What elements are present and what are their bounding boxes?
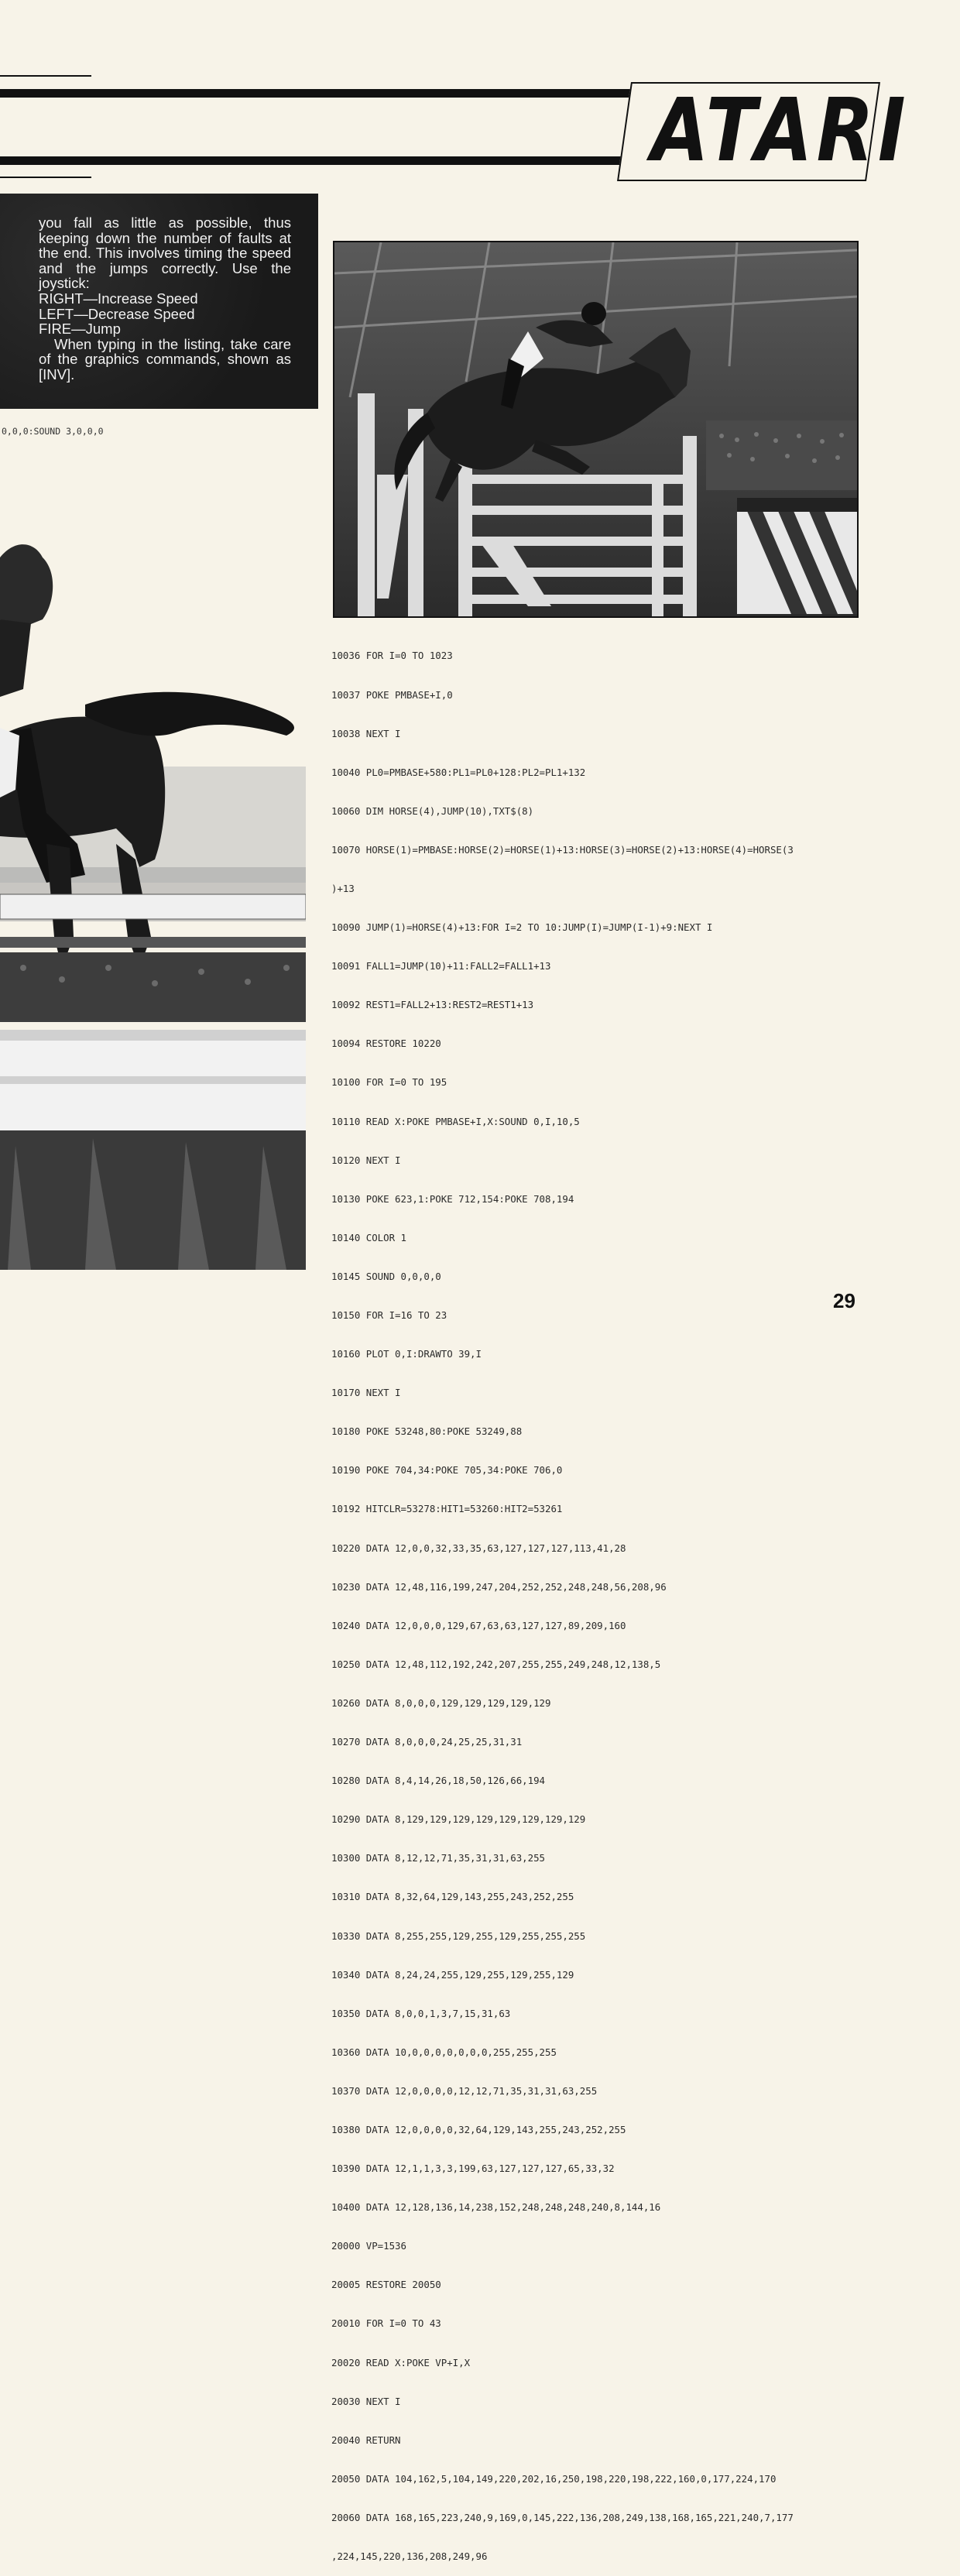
intro-text	[39, 215, 291, 382]
atari-logo: ATARI	[651, 81, 910, 181]
listing-line: 10140 COLOR 1	[331, 1231, 406, 1243]
listing-line: 10110 READ X:POKE PMBASE+I,X:SOUND 0,I,10,5	[331, 1115, 580, 1127]
listing-line: 20000 VP=1536	[331, 2240, 406, 2252]
listing-line: 10340 DATA 8,24,24,255,129,255,129,255,129	[331, 1968, 574, 1981]
listing-line: 10120 NEXT I	[331, 1154, 401, 1166]
listing-line: 10360 DATA 10,0,0,0,0,0,0,0,255,255,255	[331, 2046, 557, 2058]
listing-line: 10400 DATA 12,128,136,14,238,152,248,248,248,240,8,144,16	[331, 2201, 661, 2214]
listing-line: 10100 FOR I=0 TO 195	[331, 1076, 447, 1089]
listing-line: 20060 DATA 168,165,223,240,9,169,0,145,222,136,208,249,138,168,165,221,240,7,177	[331, 2511, 794, 2523]
listing-line: 10280 DATA 8,4,14,26,18,50,126,66,194	[331, 1775, 546, 1787]
listing-line: 10390 DATA 12,1,1,3,3,199,63,127,127,127,65,33,32	[331, 2163, 615, 2175]
listing-line: )+13	[331, 882, 355, 894]
listing-line: 10250 DATA 12,48,112,192,242,207,255,255,249,248,12,138,5	[331, 1658, 661, 1670]
listing-line: 10290 DATA 8,129,129,129,129,129,129,129,129	[331, 1813, 586, 1826]
intro-paragraph: you fall as little as possible, thus keeping down the number of faults at the end. This involves timing the speed and the jumps correctly. Use the joystick:	[39, 214, 291, 292]
listing-line: 10170 NEXT I	[331, 1387, 401, 1399]
header-thin-rule-top	[0, 75, 91, 77]
show-jumping-photo	[333, 241, 859, 618]
horse-rider-partial-photo	[0, 534, 306, 1270]
listing-line: 10092 REST1=FALL2+13:REST2=REST1+13	[331, 999, 534, 1011]
listing-line: 10036 FOR I=0 TO 1023	[331, 650, 453, 662]
listing-line: 10260 DATA 8,0,0,0,129,129,129,129,129	[331, 1696, 551, 1709]
listing-line: 10038 NEXT I	[331, 727, 401, 739]
control-fire: FIRE—Jump	[39, 321, 121, 338]
horse-partial-illustration	[0, 534, 306, 1270]
listing-line: 10350 DATA 8,0,0,1,3,7,15,31,63	[331, 2007, 511, 2019]
listing-line: 20005 RESTORE 20050	[331, 2279, 441, 2291]
intro-paragraph-typing: When typing in the listing, take care of the graphics commands, shown as [INV].	[39, 335, 291, 382]
listing-line: 10091 FALL1=JUMP(10)+11:FALL2=FALL1+13	[331, 960, 551, 972]
listing-line: 10300 DATA 8,12,12,71,35,31,31,63,255	[331, 1852, 546, 1864]
listing-line: 20050 DATA 104,162,5,104,149,220,202,16,250,198,220,198,222,160,0,177,224,170	[331, 2472, 777, 2485]
listing-line: 10180 POKE 53248,80:POKE 53249,88	[331, 1425, 523, 1438]
listing-line: 10240 DATA 12,0,0,0,129,67,63,63,127,127,89,209,160	[331, 1619, 626, 1631]
listing-line: 20020 READ X:POKE VP+I,X	[331, 2356, 471, 2368]
header-bar-bottom	[0, 156, 643, 165]
listing-line: 10230 DATA 12,48,116,199,247,204,252,252,248,248,56,208,96	[331, 1580, 667, 1593]
listing-line: 10380 DATA 12,0,0,0,0,32,64,129,143,255,243,252,255	[331, 2123, 626, 2135]
listing-line: 10060 DIM HORSE(4),JUMP(10),TXT$(8)	[331, 804, 534, 817]
listing-line: 10070 HORSE(1)=PMBASE:HORSE(2)=HORSE(1)+13:HORSE(3)=HORSE(2)+13:HORSE(4)=HORSE(3	[331, 843, 794, 856]
listing-line: 10145 SOUND 0,0,0,0	[331, 1270, 441, 1282]
page-number: 29	[833, 1289, 855, 1312]
listing-line: 10160 PLOT 0,I:DRAWTO 39,I	[331, 1348, 482, 1360]
listing-line: 10220 DATA 12,0,0,32,33,35,63,127,127,127,113,41,28	[331, 1542, 626, 1554]
listing-line: 10310 DATA 8,32,64,129,143,255,243,252,255	[331, 1891, 574, 1903]
header-thin-rule-bottom	[0, 177, 91, 178]
listing-line: 10130 POKE 623,1:POKE 712,154:POKE 708,194	[331, 1192, 574, 1205]
control-right: RIGHT—Increase Speed	[39, 290, 198, 307]
header-bar-top	[0, 89, 643, 98]
code-fragment: 0,0,0:SOUND 3,0,0,0	[2, 426, 104, 437]
listing-line: 10330 DATA 8,255,255,129,255,129,255,255,255	[331, 1929, 586, 1942]
listing-line: 10190 POKE 704,34:POKE 705,34:POKE 706,0	[331, 1464, 563, 1477]
listing-line: 10270 DATA 8,0,0,0,24,25,25,31,31	[331, 1736, 523, 1748]
listing-line: 10040 PL0=PMBASE+580:PL1=PL0+128:PL2=PL1+132	[331, 766, 586, 778]
listing-line: ,224,145,220,136,208,249,96	[331, 2550, 488, 2562]
listing-line: 20030 NEXT I	[331, 2395, 401, 2407]
basic-listing	[331, 624, 866, 2576]
listing-line: 20010 FOR I=0 TO 43	[331, 2317, 441, 2330]
listing-line: 10094 RESTORE 10220	[331, 1038, 441, 1050]
listing-line: 10370 DATA 12,0,0,0,0,12,12,71,35,31,31,63,255	[331, 2084, 598, 2097]
listing-line: 20040 RETURN	[331, 2434, 401, 2446]
control-left: LEFT—Decrease Speed	[39, 305, 195, 322]
listing-line: 10192 HITCLR=53278:HIT1=53260:HIT2=53261	[331, 1503, 563, 1515]
show-jumping-illustration	[334, 242, 857, 616]
listing-line: 10090 JUMP(1)=HORSE(4)+13:FOR I=2 TO 10:JUMP(I)=JUMP(I-1)+9:NEXT I	[331, 921, 713, 934]
listing-line: 10150 FOR I=16 TO 23	[331, 1309, 447, 1321]
listing-line: 10037 POKE PMBASE+I,0	[331, 688, 453, 701]
